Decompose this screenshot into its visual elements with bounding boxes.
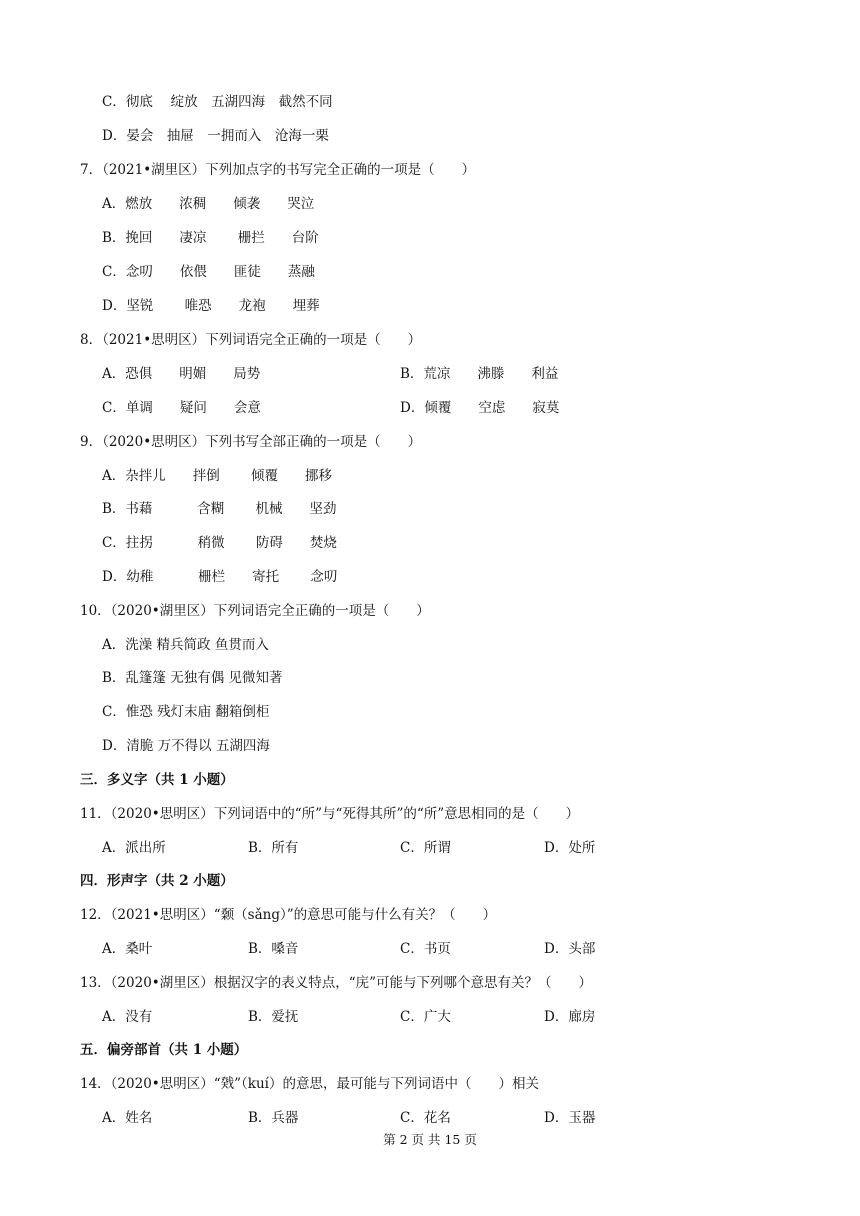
option-line: C．惟恐 残灯末庙 翻箱倒柜 xyxy=(102,704,270,720)
question-stem: 8．（2021•思明区）下列词语完全正确的一项是（ ） xyxy=(80,332,422,348)
option-line: D．晏会 抽屉 一拥而入 沧海一栗 xyxy=(102,128,329,144)
question-stem: 14．（2020•思明区）“戣”（kuí）的意思，最可能与下列词语中（ ）相关 xyxy=(80,1076,539,1092)
option-choice: D．头部 xyxy=(544,941,596,957)
option-choice: C．书页 xyxy=(400,941,451,957)
option-line: B．书藉 含糊 机械 坚劲 xyxy=(102,501,337,517)
option-line: D．坚锐 唯恐 龙袍 埋葬 xyxy=(102,298,320,314)
option-line: C．拄拐 稍微 防碍 焚烧 xyxy=(102,535,337,551)
question-stem: 12．（2021•思明区）“颡（sǎng）”的意思可能与什么有关？（ ） xyxy=(80,907,497,923)
page-footer: 第 2 页 共 15 页 xyxy=(383,1132,477,1147)
question-stem: 13．（2020•湖里区）根据汉字的表义特点，“庑”可能与下列哪个意思有关？（ ） xyxy=(80,975,593,991)
option-line: D．倾覆 空虑 寂莫 xyxy=(400,400,560,416)
option-choice: C．广大 xyxy=(400,1009,451,1025)
question-stem: 10．（2020•湖里区）下列词语完全正确的一项是（ ） xyxy=(80,603,430,619)
option-line: B．乱篷篷 无独有偶 见微知著 xyxy=(102,670,283,686)
question-stem: 7．（2021•湖里区）下列加点字的书写完全正确的一项是（ ） xyxy=(80,162,476,178)
section-heading: 三．多义字（共 1 小题） xyxy=(80,772,234,788)
option-line: B．挽回 凄凉 栅拦 台阶 xyxy=(102,230,319,246)
option-choice: B．兵器 xyxy=(248,1110,299,1126)
option-choice: C．花名 xyxy=(400,1110,451,1126)
option-choice: C．所谓 xyxy=(400,840,451,856)
option-line: A．杂拌儿 拌倒 倾覆 挪移 xyxy=(102,468,333,484)
option-choice: D．玉器 xyxy=(544,1110,596,1126)
option-choice: B．所有 xyxy=(248,840,299,856)
option-choice: B．嗓音 xyxy=(248,941,299,957)
option-choice: A．派出所 xyxy=(102,840,166,856)
option-line: C．单调 疑问 会意 xyxy=(102,400,261,416)
question-stem: 11．（2020•思明区）下列词语中的“所”与“死得其所”的“所”意思相同的是（ ） xyxy=(80,806,580,822)
section-heading: 五．偏旁部首（共 1 小题） xyxy=(80,1042,248,1058)
option-choice: B．爱抚 xyxy=(248,1009,299,1025)
option-choice: D．处所 xyxy=(544,840,596,856)
option-choice: D．廊房 xyxy=(544,1009,596,1025)
option-line: C．念叨 依偎 匪徒 蒸融 xyxy=(102,264,315,280)
option-choice: A．姓名 xyxy=(102,1110,153,1126)
option-line: C．彻底 绽放 五湖四海 截然不同 xyxy=(102,94,333,110)
question-stem: 9．（2020•思明区）下列书写全部正确的一项是（ ） xyxy=(80,434,422,450)
option-line: A．燃放 浓稠 倾袭 哭泣 xyxy=(102,196,315,212)
option-choice: A．没有 xyxy=(102,1009,153,1025)
option-line: A．恐俱 明媚 局势 xyxy=(102,366,261,382)
option-line: D．清脆 万不得以 五湖四海 xyxy=(102,738,270,754)
option-line: A．洗澡 精兵简政 鱼贯而入 xyxy=(102,637,269,653)
option-line: B．荒凉 沸滕 利益 xyxy=(400,366,559,382)
option-line: D．幼稚 栅栏 寄托 念叨 xyxy=(102,569,338,585)
section-heading: 四．形声字（共 2 小题） xyxy=(80,873,234,889)
option-choice: A．桑叶 xyxy=(102,941,153,957)
